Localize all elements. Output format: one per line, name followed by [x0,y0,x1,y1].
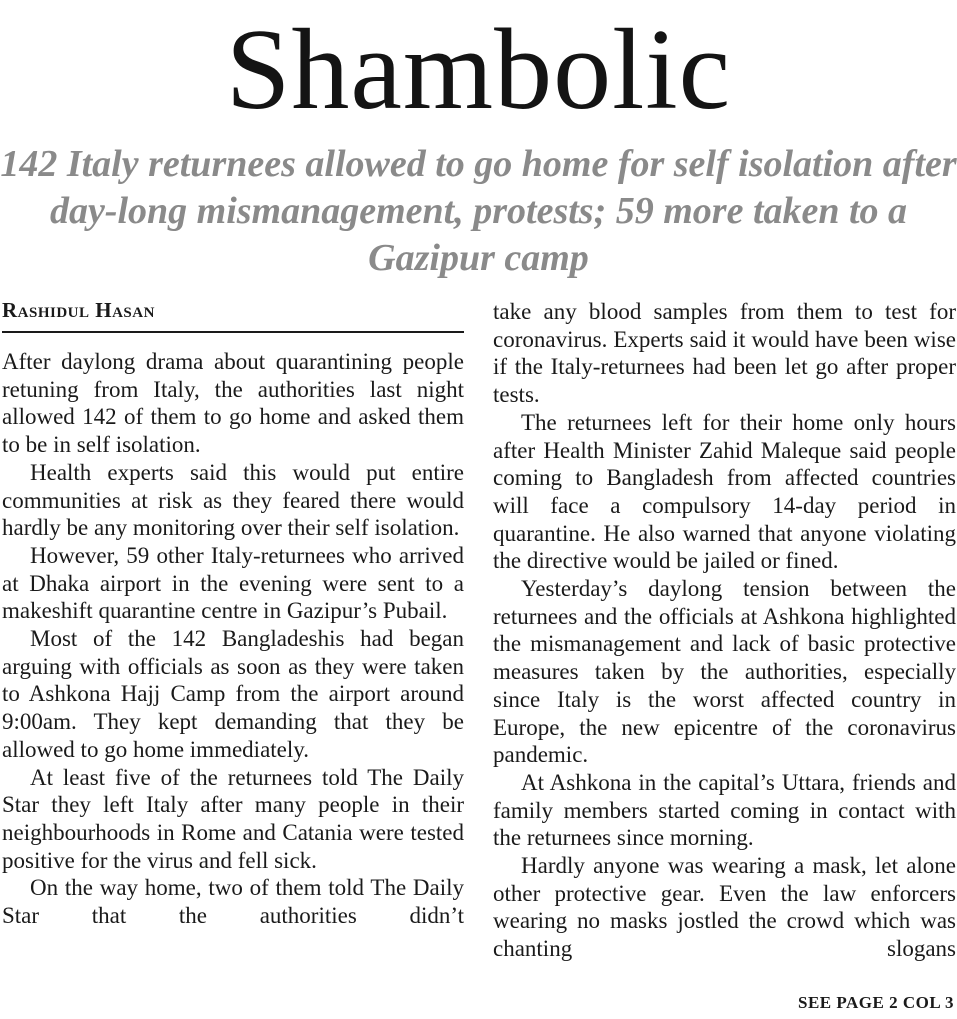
subheadline: 142 Italy returnees allowed to go home for self isolation after day-long mismanagement, protests; 59 more taken to a Gazipur camp [0,143,957,279]
paragraph: Health experts said this would put entire communities at risk as they feared there would hardly be any monitoring over their self isolation. [2,459,464,541]
article-column-right [493,298,956,963]
paragraph: Most of the 142 Bangladeshis had began arguing with officials as soon as they were taken to Ashkona Hajj Camp from the airport around 9:00am. They kept demanding that they be allowed to go home immediately. [2,626,464,762]
article-column-left [2,348,464,930]
paragraph: At least five of the returnees told The Daily Star they left Italy after many people in their neighbourhoods in Rome and Catania were tested positive for the virus and fell sick. [2,764,464,873]
byline: Rashidul Hasan [2,298,464,333]
paragraph: After daylong drama about quarantining people retuning from Italy, the authorities last night allowed 142 of them to go home and asked them to be in self isolation. [2,349,464,458]
paragraph: However, 59 other Italy-returnees who arrived at Dhaka airport in the evening were sent to a makeshift quarantine centre in Gazipur’s Pubail. [2,542,464,624]
headline: Shambolic [225,6,732,134]
paragraph: Yesterday’s daylong tension between the returnees and the officials at Ashkona highlighted the mismanagement and lack of basic protective measures taken by the authorities, especially since Italy is the worst affected country in Europe, the new epicentre of the coronavirus pandemic. [493,576,956,768]
paragraph: take any blood samples from them to test for coronavirus. Experts said it would have been wise if the Italy-returnees had been let go after proper tests. [493,299,956,408]
continued-on-page-2-link[interactable]: SEE PAGE 2 COL 3 [798,993,954,1012]
paragraph: At Ashkona in the capital’s Uttara, friends and family members started coming in contact with the returnees since morning. [493,769,956,851]
paragraph: Hardly anyone was wearing a mask, let alone other protective gear. Even the law enforcers wearing no masks jostled the crowd which was chanting slogans [493,853,956,962]
paragraph: The returnees left for their home only hours after Health Minister Zahid Maleque said people coming to Bangladesh from affected countries will face a compulsory 14-day period in quarantine. He also warned that anyone violating the directive would be jailed or fined. [493,409,956,574]
paragraph: On the way home, two of them told The Daily Star that the authorities didn’t [2,875,464,929]
